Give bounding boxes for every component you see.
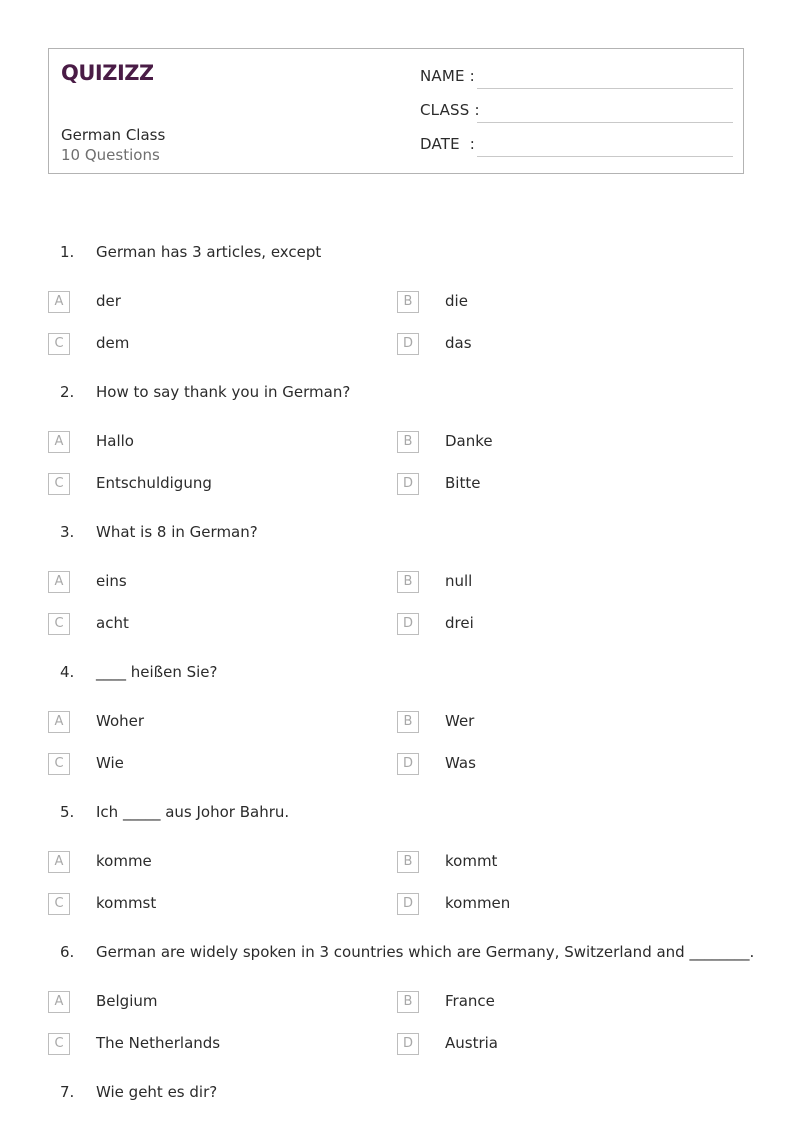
question-number: 1. (60, 243, 75, 261)
option-letter-box[interactable]: C (48, 1033, 70, 1055)
option-text: die (445, 292, 468, 310)
option-letter-box[interactable]: C (48, 473, 70, 495)
option-letter-box[interactable]: D (397, 893, 419, 915)
date-label: DATE : (420, 135, 476, 153)
question-number: 4. (60, 663, 75, 681)
question-text: German are widely spoken in 3 countries which are Germany, Switzerland and ________. (96, 943, 755, 961)
option-letter-box[interactable]: C (48, 753, 70, 775)
name-field[interactable] (420, 67, 733, 89)
option-text: Hallo (96, 432, 134, 450)
date-field[interactable] (420, 135, 733, 157)
question-text: German has 3 articles, except (96, 243, 322, 261)
option-text: France (445, 992, 495, 1010)
option-text: der (96, 292, 121, 310)
question-count: 10 Questions (61, 146, 160, 164)
option-letter-box[interactable]: B (397, 571, 419, 593)
name-line[interactable] (477, 88, 733, 89)
option-letter-box[interactable]: B (397, 851, 419, 873)
class-title: German Class (61, 126, 166, 144)
option-text: eins (96, 572, 127, 590)
option-text: kommt (445, 852, 498, 870)
option-text: null (445, 572, 473, 590)
option-letter-box[interactable]: A (48, 431, 70, 453)
option-text: Wer (445, 712, 475, 730)
question-number: 3. (60, 523, 75, 541)
question-number: 6. (60, 943, 75, 961)
option-letter-box[interactable]: B (397, 291, 419, 313)
worksheet-header (48, 48, 744, 174)
option-letter-box[interactable]: D (397, 333, 419, 355)
option-text: komme (96, 852, 152, 870)
option-text: Was (445, 754, 476, 772)
question-text: Ich _____ aus Johor Bahru. (96, 803, 290, 821)
option-letter-box[interactable]: C (48, 613, 70, 635)
option-text: dem (96, 334, 130, 352)
option-text: The Netherlands (96, 1034, 221, 1052)
option-letter-box[interactable]: B (397, 711, 419, 733)
option-letter-box[interactable]: A (48, 711, 70, 733)
quizizz-logo (61, 59, 153, 89)
option-letter-box[interactable]: D (397, 753, 419, 775)
option-text: Woher (96, 712, 145, 730)
class-line[interactable] (477, 122, 733, 123)
option-letter-box[interactable]: D (397, 1033, 419, 1055)
option-text: Austria (445, 1034, 498, 1052)
option-letter-box[interactable]: D (397, 473, 419, 495)
name-label: NAME : (420, 67, 475, 85)
brand-text: QUIZIZZ (61, 61, 153, 85)
class-field[interactable] (420, 101, 733, 123)
option-letter-box[interactable]: D (397, 613, 419, 635)
option-text: das (445, 334, 472, 352)
option-letter-box[interactable]: A (48, 291, 70, 313)
option-text: Bitte (445, 474, 481, 492)
option-text: Entschuldigung (96, 474, 212, 492)
option-text: kommen (445, 894, 511, 912)
option-letter-box[interactable]: B (397, 991, 419, 1013)
quizizz-logo-mark (61, 59, 153, 85)
option-text: drei (445, 614, 474, 632)
option-text: kommst (96, 894, 157, 912)
question-number: 2. (60, 383, 75, 401)
option-letter-box[interactable]: C (48, 333, 70, 355)
option-letter-box[interactable]: A (48, 991, 70, 1013)
date-line[interactable] (477, 156, 733, 157)
option-letter-box[interactable]: C (48, 893, 70, 915)
question-text: How to say thank you in German? (96, 383, 351, 401)
question-text: ____ heißen Sie? (96, 663, 218, 681)
option-letter-box[interactable]: B (397, 431, 419, 453)
option-text: Wie (96, 754, 124, 772)
question-number: 5. (60, 803, 75, 821)
class-label: CLASS : (420, 101, 480, 119)
question-text: What is 8 in German? (96, 523, 258, 541)
option-letter-box[interactable]: A (48, 851, 70, 873)
option-text: Belgium (96, 992, 158, 1010)
question-text: Wie geht es dir? (96, 1083, 218, 1101)
question-number: 7. (60, 1083, 75, 1101)
option-letter-box[interactable]: A (48, 571, 70, 593)
option-text: Danke (445, 432, 493, 450)
option-text: acht (96, 614, 129, 632)
